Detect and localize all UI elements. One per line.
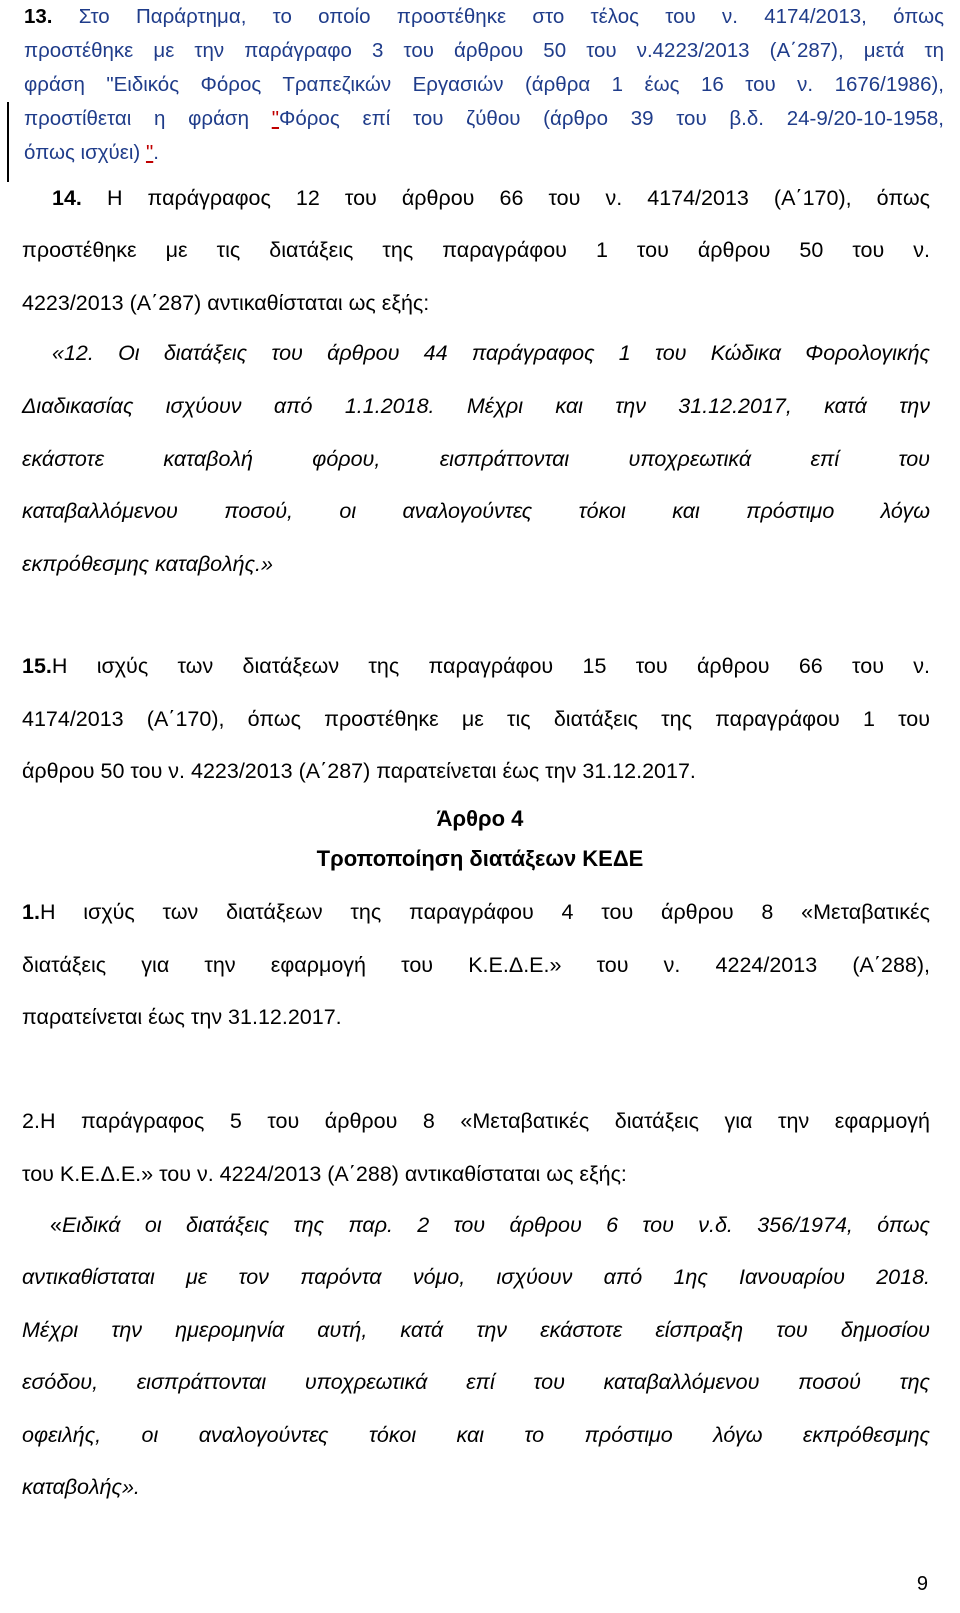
quote-line-1 — [52, 327, 930, 380]
paragraph-number: 15. — [22, 654, 52, 678]
quote-article-line-3: Μέχρι την ημερομηνία αυτή, κατά την εκάστοτε είσπραξη του δημοσίου — [22, 1317, 930, 1342]
quoted-paragraph-12-cont — [22, 380, 930, 590]
article-paragraph-1-line-3: παρατείνεται έως την 31.12.2017. — [22, 1005, 342, 1029]
paragraph-15-line-2: 4174/2013 (Α΄170), όπως προστέθηκε με τις διατάξεις της παραγράφου 1 του — [22, 706, 930, 731]
article-paragraph-2 — [22, 1095, 930, 1200]
quote-article-line-2: αντικαθίσταται με τον παρόντα νόμο, ισχύουν από 1ης Ιανουαρίου 2018. — [22, 1265, 930, 1289]
paragraph-text: Φόρος επί του ζύθου (άρθρο 39 του β.δ. 24-9/20-10-1958, — [279, 107, 944, 130]
paragraph-13-line-2: προστέθηκε με την παράγραφο 3 του άρθρου 50 του ν.4223/2013 (Α΄287), μετά τη — [24, 39, 944, 62]
article-paragraph-1-line-2: διατάξεις για την εφαρμογή του Κ.Ε.Δ.Ε.» του ν. 4224/2013 (Α΄288), — [22, 952, 930, 977]
paragraph-13 — [24, 0, 944, 170]
paragraph-14 — [52, 172, 930, 225]
paragraph-text: . — [153, 141, 159, 164]
quote-line-3: εκάστοτε καταβολή φόρου, εισπράττονται υποχρεωτικά επί του — [22, 446, 930, 471]
paragraph-15-line-1 — [22, 640, 930, 693]
paragraph-text: όπως ισχύει) — [24, 141, 146, 164]
paragraph-14-cont — [22, 224, 930, 329]
quote-line-5: εκπρόθεσμης καταβολής.» — [22, 551, 273, 576]
inserted-quote-mark: " — [145, 141, 154, 164]
paragraph-number: 14. — [52, 186, 82, 210]
quoted-article-paragraph-cont — [22, 1251, 930, 1514]
quote-article-line-5: οφειλής, οι αναλογούντες τόκοι και το πρόστιμο λόγω εκπρόθεσμης — [22, 1422, 930, 1447]
opening-guillemet: « — [50, 1213, 62, 1237]
paragraph-text: προστίθεται η φράση — [24, 107, 272, 130]
paragraph-14-line-3: 4223/2013 (Α΄287) αντικαθίσταται ως εξής: — [22, 290, 430, 315]
paragraph-text: Η παράγραφος 5 του άρθρου 8 «Μεταβατικές διατάξεις για την εφαρμογή — [39, 1109, 930, 1133]
paragraph-14-line-2: προστέθηκε με τις διατάξεις της παραγράφου 1 του άρθρου 50 του ν. — [22, 238, 930, 262]
quote-text: Ειδικά οι διατάξεις της παρ. 2 του άρθρου 6 του ν.δ. 356/1974, όπως — [61, 1213, 930, 1237]
paragraph-15-line-3: άρθρου 50 του ν. 4223/2013 (Α΄287) παρατείνεται έως την 31.12.2017. — [22, 759, 696, 783]
paragraph-number: 1. — [22, 900, 40, 924]
quote-article-line-1 — [50, 1199, 930, 1252]
article-paragraph-2-line-2: του Κ.Ε.Δ.Ε.» του ν. 4224/2013 (Α΄288) αντικαθίσταται ως εξής: — [22, 1161, 627, 1186]
article-paragraph-1 — [22, 886, 930, 1044]
paragraph-text: Η παράγραφος 12 του άρθρου 66 του ν. 4174/2013 (Α΄170), όπως — [81, 186, 930, 210]
article-subtitle: Τροποποίηση διατάξεων ΚΕΔΕ — [316, 846, 644, 871]
quote-line-4: καταβαλλόμενου ποσού, οι αναλογούντες τόκοι και πρόστιμο λόγω — [22, 499, 930, 523]
paragraph-13-line-4 — [24, 102, 944, 136]
page-number: 9 — [916, 1573, 928, 1595]
quote-article-line-6: καταβολής». — [22, 1475, 140, 1499]
paragraph-13-line-1 — [24, 0, 944, 34]
paragraph-text: Στο Παράρτημα, το οποίο προστέθηκε στο τέλος του ν. 4174/2013, όπως — [52, 5, 944, 28]
inserted-quote-mark: " — [271, 107, 280, 130]
quote-line-2: Διαδικασίας ισχύουν από 1.1.2018. Μέχρι και την 31.12.2017, κατά την — [22, 394, 930, 418]
paragraph-13-line-3: φράση "Ειδικός Φόρος Τραπεζικών Εργασιών (άρθρα 1 έως 16 του ν. 1676/1986), — [24, 73, 944, 96]
quote-article-line-4: εσόδου, εισπράττονται υποχρεωτικά επί του καταβαλλόμενου ποσού της — [22, 1370, 930, 1394]
quoted-paragraph-12 — [52, 327, 930, 380]
paragraph-13-line-5 — [24, 136, 944, 170]
article-title: Άρθρο 4 — [436, 806, 524, 831]
paragraph-text: Η ισχύς των διατάξεων της παραγράφου 15 του άρθρου 66 του ν. — [51, 654, 930, 678]
article-paragraph-2-line-1 — [22, 1095, 930, 1148]
quoted-article-paragraph — [50, 1199, 930, 1252]
quote-text: «12. Οι διατάξεις του άρθρου 44 παράγραφος 1 του Κώδικα Φορολογικής — [52, 341, 930, 365]
paragraph-text: Η ισχύς των διατάξεων της παραγράφου 4 του άρθρου 8 «Μεταβατικές — [39, 900, 930, 924]
paragraph-number: 2. — [22, 1109, 40, 1133]
article-paragraph-1-line-1 — [22, 886, 930, 939]
paragraph-number: 13. — [24, 5, 53, 28]
paragraph-14-line-1 — [52, 172, 930, 225]
paragraph-15 — [22, 640, 930, 798]
change-bar — [7, 102, 9, 182]
